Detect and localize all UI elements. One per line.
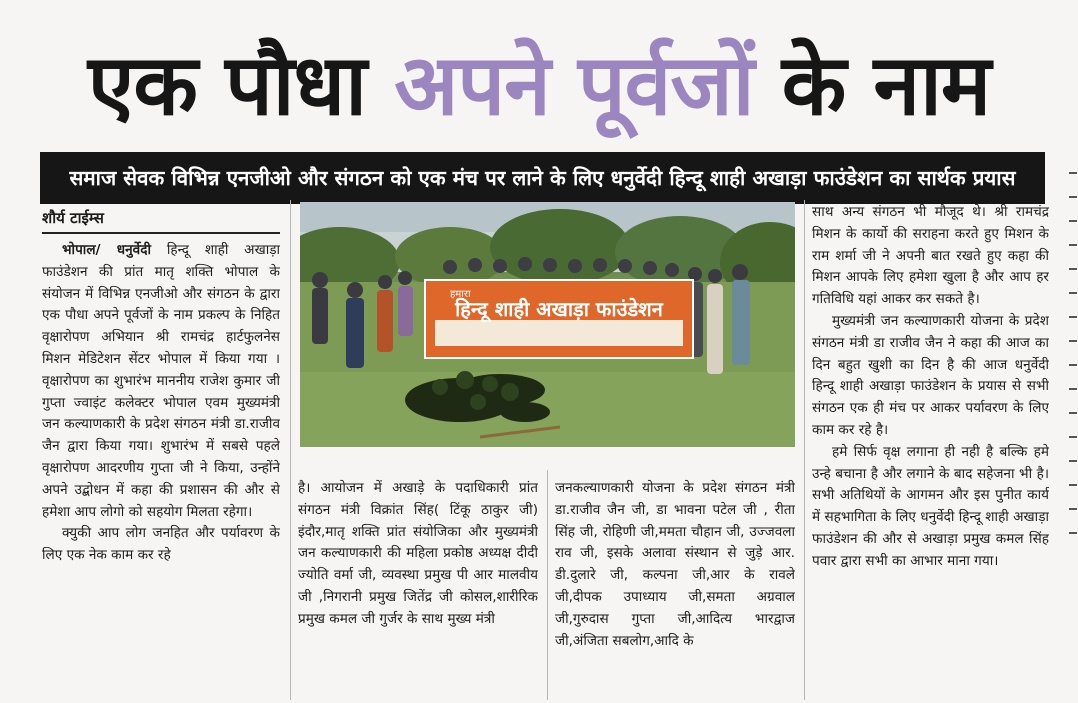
column-divider	[290, 200, 291, 700]
article-paragraph: जनकल्याणकारी योजना के प्रदेश संगठन मंत्री डा.राजीव जैन जी, डा भावना पटेल जी , रीता सिंह जी, रोहिणी जी,ममता चौहान जी, उज्जवला राव जी, इसके अलावा संस्थान से जुड़े आर. डी.दुलारे जी, कल्पना जी,आर के रावले जी,दीपक उपाध्याय जी,समता अग्रवाल जी,गुरुदास गुप्ता जी,आदित्य भारद्वाज जी,अंजिता सबलोग,आदि के	[555, 480, 795, 649]
article-paragraph: मुख्यमंत्री जन कल्याणकारी योजना के प्रदेश संगठन मंत्री डा राजीव जैन ने कहा की आज का दिन बहुत खुशी का दिन है की आज धनुर्वेदी हिन्दू शाही अखाड़ा फाउंडेशन के प्रयास से सभी संगठन एक ही मंच पर आकर पर्यावरण के लिए काम कर रहे है।	[812, 312, 1049, 438]
adjacent-column-edge	[1066, 150, 1078, 700]
article-column-3	[555, 478, 795, 693]
article-column-2	[298, 478, 538, 693]
column-divider	[804, 200, 805, 700]
subheadline-strap: समाज सेवक विभिन्न एनजीओ और संगठन को एक मंच पर लाने के लिए धनुर्वेदी हिन्दू शाही अखाड़ा फाउंडेशन का सार्थक प्रयास	[40, 152, 1045, 204]
article-column-4	[812, 202, 1049, 697]
article-paragraph: है। आयोजन में अखाड़े के पदाधिकारी प्रांत संगठन मंत्री विक्रांत सिंह( टिंकू ठाकुर जी) इंदौर,मातृ शक्ति प्रांत संयोजिका और मुख्यमंत्री जन कल्याणकारी की महिला प्रकोष्ठ अध्यक्ष दीदी ज्योति वर्मा जी, व्यवस्था प्रमुख पी आर मालवीय जी ,निगरानी प्रमुख जितेंद्र जी कोसल,शारीरिक प्रमुख कमल जी गुर्जर के साथ मुख्य मंत्री	[298, 480, 538, 627]
article-paragraph: हमे सिर्फ वृक्ष लगाना ही नही है बल्कि हमे उन्हे बचाना है और लगाने के बाद सहेजना भी है। सभी अतिथियों के आगमन और इस पुनीत कार्य में सहभागिता के लिए धनुर्वेदी हिन्दू शाही अखाड़ा फाउंडेशन की और से अखाड़ा प्रमुख कमल सिंह पवार द्वारा सभी का आभार माना गया।	[812, 443, 1049, 569]
dateline: भोपाल/ धनुर्वेदी	[62, 242, 151, 258]
byline: शौर्य टाईम्स	[42, 204, 280, 234]
headline-part-1: एक पौधा	[87, 36, 366, 134]
article-paragraph: साथ अन्य संगठन भी मौजूद थे। श्री रामचंद्र मिशन के कार्यो की सराहना करते हुए मिशन के राम शर्मा जी ने अपनी बात रखते हुए कहा की मिशन आपके लिए हमेशा खुला है और आप हर गतिविधि यहां आकर कर सकते है।	[812, 204, 1049, 308]
article-paragraph: क्युकी आप लोग जनहित और पर्यावरण के लिए एक नेक काम कर रहे	[42, 525, 280, 564]
article-column-1	[42, 240, 280, 695]
headline	[0, 30, 1078, 140]
article-paragraph: हिन्दू शाही अखाड़ा फाउंडेशन की प्रांत मातृ शक्ति भोपाल के संयोजन में विभिन्न एनजीओ और संगठन के द्वारा एक पौधा अपने पूर्वजों के नाम प्रकल्प के निहित वृक्षारोपण अभियान श्री रामचंद्र हार्टफुलनेस मिशन मेडिटेशन सेंटर भोपाल में किया गया । वृक्षारोपण का शुभारंभ माननीय राजेश कुमार जी गुप्ता ज्वाइंट कलेक्टर भोपाल एवम मुख्यमंत्री जन कल्याणकारी के प्रदेश संगठन मंत्री डा.राजीव जैन द्वारा किया गया। शुभारंभ में सबसे पहले वृक्षारोपण आदरणीय गुप्ता जी ने किया, उन्होंने अपने उद्बोधन में कहा की प्रशासन की और से हमेशा आप लोगो को सहयोग मिलता रहेगा।	[42, 242, 280, 520]
event-photo	[300, 202, 795, 447]
banner-title: हिन्दू शाही अखाड़ा फाउंडेशन	[455, 297, 663, 321]
headline-part-2: अपने पूर्वजों	[394, 36, 754, 134]
column-divider	[547, 470, 548, 700]
headline-part-3: के नाम	[781, 36, 991, 134]
banner-small-text: हमारा	[450, 289, 471, 300]
